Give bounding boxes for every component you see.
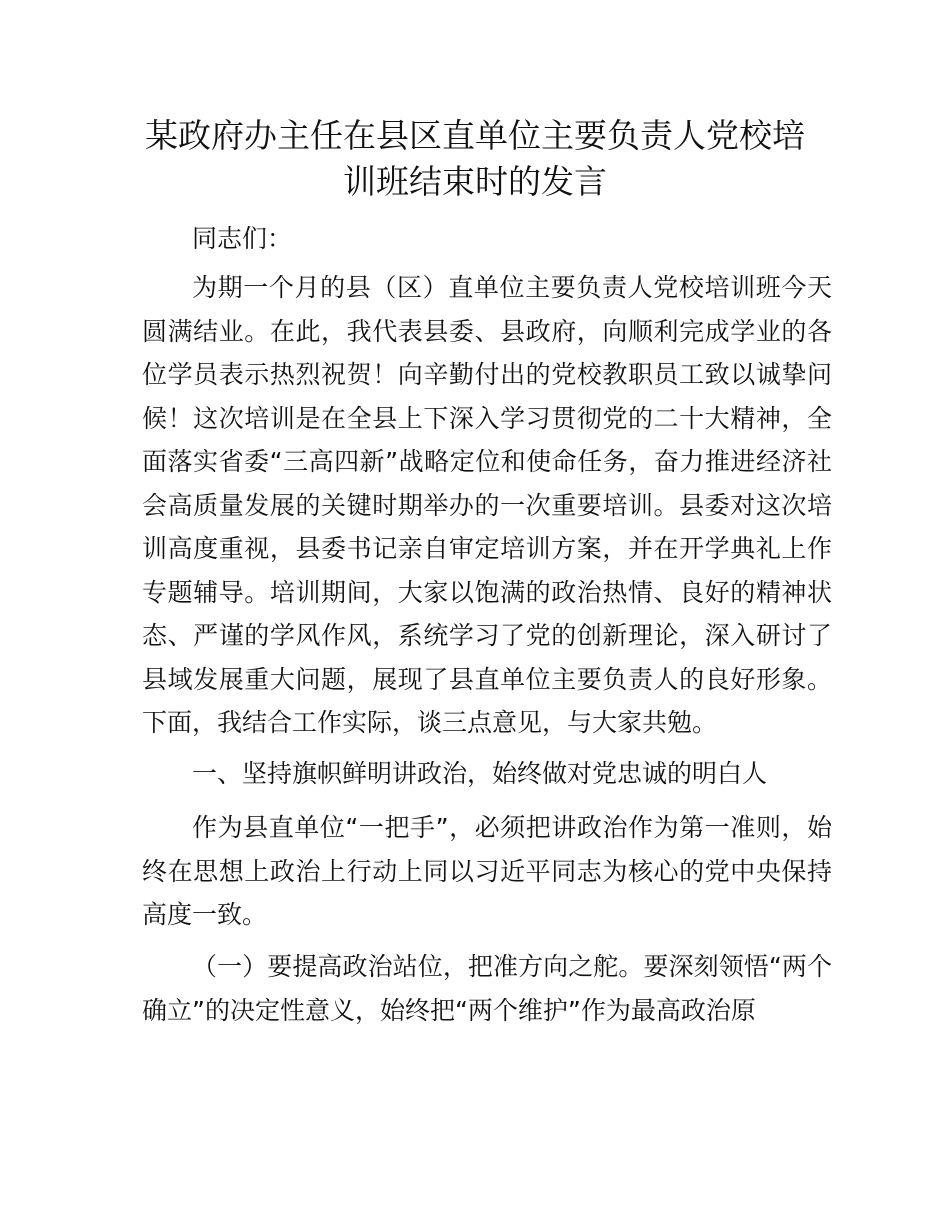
section-heading-1: 一、坚持旗帜鲜明讲政治，始终做对党忠诚的明白人 bbox=[192, 759, 768, 788]
document-title-line-1: 某政府办主任在县区直单位主要负责人党校培 bbox=[145, 116, 805, 155]
salutation: 同志们： bbox=[192, 224, 293, 253]
paragraph-section-1-intro: 作为县直单位“一把手”，必须把讲政治作为第一准则，始终在思想上政治上行动上同以习近平同志为核心的党中央保持高度一致。 bbox=[142, 813, 832, 929]
paragraph-opening: 为期一个月的县（区）直单位主要负责人党校培训班今天圆满结业。在此，我代表县委、县政府，向顺利完成学业的各位学员表示热烈祝贺！向辛勤付出的党校教职员工致以诚挚问候！这次培训是在全县上下深入学习贯彻党的二十大精神，全面落实省委“三高四新”战略定位和使命任务，奋力推进经济社会高质量发展的关键时期举办的一次重要培训。县委对这次培训高度重视，县委书记亲自审定培训方案，并在开学典礼上作专题辅导。培训期间，大家以饱满的政治热情、良好的精神状态、严谨的学风作风，系统学习了党的创新理论，深入研讨了县域发展重大问题，展现了县直单位主要负责人的良好形象。下面，我结合工作实际，谈三点意见，与大家共勉。 bbox=[142, 273, 832, 737]
paragraph-subsection-1: （一）要提高政治站位，把准方向之舵。要深刻领悟“两个确立”的决定性意义，始终把“两个维护”作为最高政治原 bbox=[142, 952, 832, 1025]
document-title-line-2: 训班结束时的发言 bbox=[343, 162, 607, 201]
